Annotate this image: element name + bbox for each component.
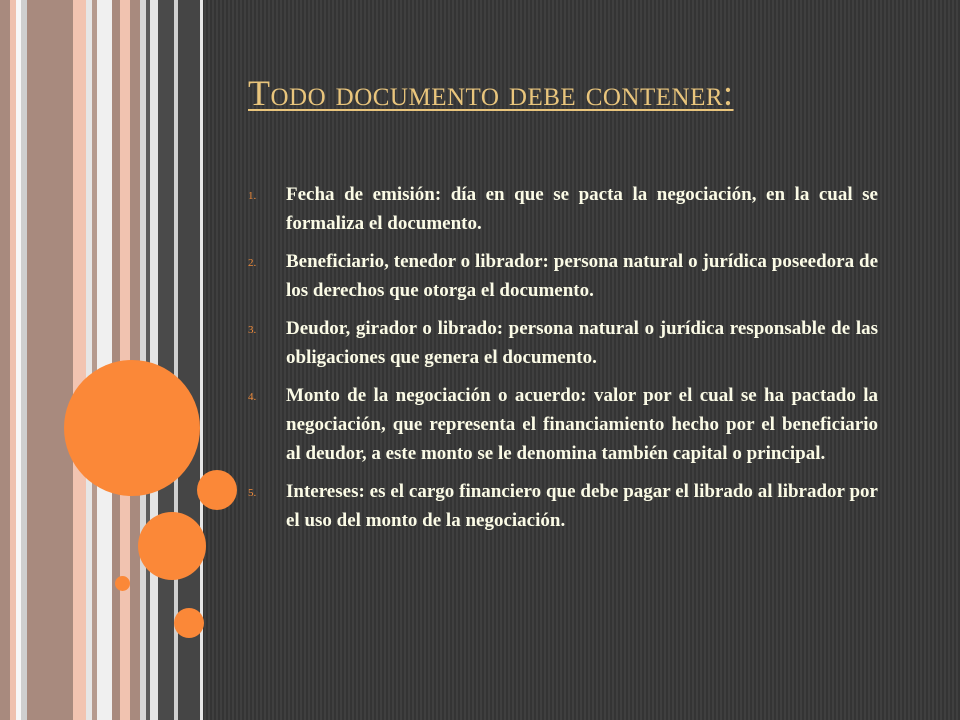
stripe <box>97 0 112 720</box>
list-item-number: 1. <box>248 190 257 202</box>
list-item-number: 3. <box>248 324 257 336</box>
list-item-text: Beneficiario, tenedor o librador: persona natural o jurídica poseedora de los derechos que otorga el documento. <box>286 251 878 301</box>
content-list <box>248 180 878 544</box>
list-item-text: Deudor, girador o librado: persona natural o jurídica responsable de las obligaciones que genera el documento. <box>286 318 878 368</box>
list-item-number: 2. <box>248 257 257 269</box>
stripe <box>0 0 10 720</box>
slide-title: Todo documento debe contener: <box>248 73 734 113</box>
stripe <box>200 0 203 720</box>
circle-large <box>64 360 200 496</box>
stripe <box>150 0 158 720</box>
list-item <box>248 180 878 238</box>
circle-tiny-lower <box>174 608 204 638</box>
list-item-number: 5. <box>248 487 257 499</box>
stripe <box>112 0 120 720</box>
stripe <box>73 0 86 720</box>
stripe <box>27 0 73 720</box>
list-item-text: Monto de la negociación o acuerdo: valor por el cual se ha pactado la negociación, que representa el financiamiento hecho por el beneficiario al deudor, a este monto se le denomina también capital o principal. <box>286 385 878 464</box>
list-item <box>248 247 878 305</box>
circle-small <box>197 470 237 510</box>
circle-tiny-upper <box>115 576 130 591</box>
list-item-text: Intereses: es el cargo financiero que debe pagar el librado al librador por el uso del monto de la negociación. <box>286 481 878 531</box>
stripe <box>158 0 174 720</box>
list-item <box>248 381 878 468</box>
list-item <box>248 314 878 372</box>
circle-medium <box>138 512 206 580</box>
list-item-number: 4. <box>248 391 257 403</box>
list-item-text: Fecha de emisión: día en que se pacta la negociación, en la cual se formaliza el documento. <box>286 184 878 234</box>
list-item <box>248 477 878 535</box>
